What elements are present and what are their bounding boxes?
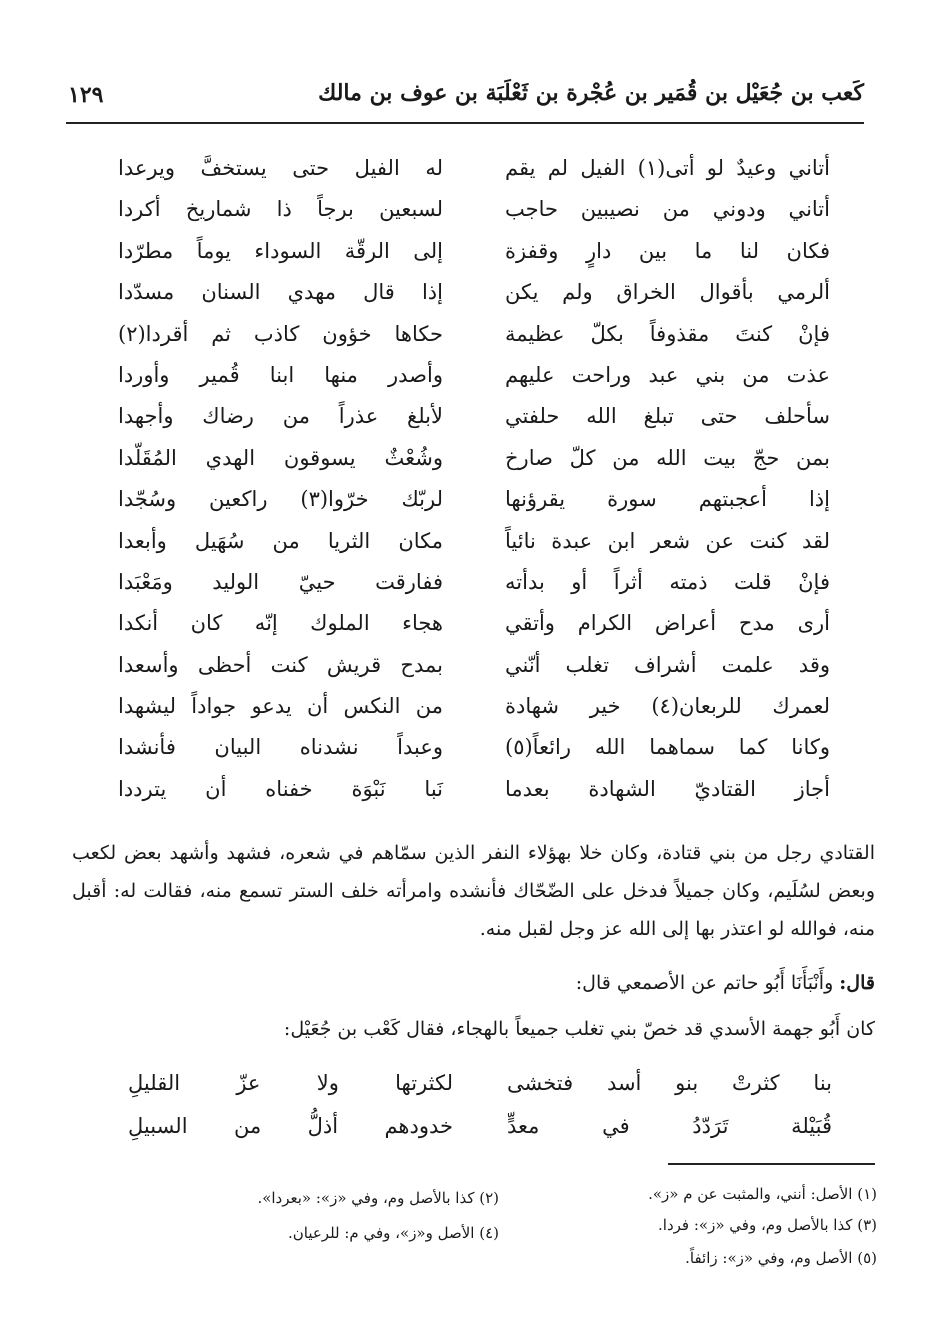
verse-second-hemistich: حكاها خؤون كاذب ثم أقردا(٢) (118, 321, 443, 346)
poem-verse (90, 189, 830, 230)
narration-paragraph (72, 964, 875, 1002)
poem-verse (90, 727, 830, 768)
verse-second-hemistich: ففارقت حييّ الوليد ومَعْبَدا (118, 569, 443, 594)
poem-verse (90, 148, 830, 189)
verse-first-hemistich: قُبَيْلة تَرَدّدُ في معدٍّ (507, 1114, 832, 1138)
narration-rest: وأَنْبَأَنَا أَبُو حاتم عن الأصمعي قال: (575, 972, 840, 994)
verse-second-hemistich: بمدح قريش كنت أحظى وأسعدا (118, 652, 443, 677)
narration-lead: قال: (839, 972, 875, 994)
verse-first-hemistich: أتاني ودوني من نصيبين حاجب (505, 197, 830, 222)
verse-first-hemistich: فإنْ كنتَ مقذوفاً بكلّ عظيمة (505, 321, 830, 346)
poem-verse (90, 603, 830, 644)
paragraph-text: القتادي رجل من بني قتادة، وكان خلا بهؤلاء النفر الذين سمّاهم في شعره، فشهد وأشهد بعض لكعب وبعض لسُلَيم، وكان جميلاً فدخل على الضّحّاك فأنشده وامرأته خلف الستر تسمع منه، فقالت له: أقبل منه، فوالله لو اعتذر بها إلى الله عز وجل لقبل منه. (72, 842, 875, 940)
poem-verse (90, 438, 830, 479)
footnote: (٤) الأصل و«ز»، وفي م: للرعيان. (287, 1224, 499, 1242)
verse-second-hemistich: لسبعين برجاً ذا شماريخ أكردا (118, 197, 443, 222)
poem-verse (90, 355, 830, 396)
intro-text: كان أَبُو جهمة الأسدي قد خصّ بني تغلب جميعاً بالهجاء، فقال كَعْب بن جُعَيْل: (283, 1018, 875, 1040)
poem (90, 148, 830, 810)
verse-second-hemistich: وعبداً نشدناه البيان فأنشدا (118, 735, 443, 760)
poem-verse (90, 314, 830, 355)
running-title: كَعب بن جُعَيْل بن قُمَير بن عُجْرة بن ثَعْلَبَة بن عوف بن مالك (318, 80, 864, 106)
verse-second-hemistich: لأبلغ عذراً من رضاك وأجهدا (118, 404, 443, 429)
footnote: (٣) كذا بالأصل وم، وفي «ز»: فردا. (658, 1216, 877, 1234)
footnote: (٢) كذا بالأصل وم، وفي «ز»: «بعردا». (257, 1189, 499, 1207)
poem-verse (120, 1062, 832, 1105)
verse-second-hemistich: لكثرتها ولا عزّ القليلِ (128, 1071, 453, 1095)
verse-second-hemistich: مكان الثريا من سُهَيل وأبعدا (118, 528, 443, 553)
verse-second-hemistich: من النكس أن يدعو جواداً ليشهدا (118, 694, 443, 719)
verse-second-hemistich: هجاء الملوك إنّه كان أنكدا (118, 611, 443, 636)
page-header (66, 78, 864, 124)
verse-first-hemistich: فإنْ قلت ذمته أثراً أو بدأته (505, 569, 830, 594)
verse-second-hemistich: إذا قال مهدي السنان مسدّدا (118, 280, 443, 305)
verse-first-hemistich: ألرمي بأقوال الخراق ولم يكن (505, 280, 830, 305)
verse-second-hemistich: خدودهم أذلُّ من السبيلِ (128, 1114, 453, 1138)
verse-first-hemistich: سأحلف حتى تبلغ الله حلفتي (505, 404, 830, 429)
footnote: (١) الأصل: أنني، والمثبت عن م «ز». (648, 1185, 877, 1203)
second-poem (120, 1062, 832, 1148)
verse-first-hemistich: أرى مدح أعراض الكرام وأتقي (505, 611, 830, 636)
verse-second-hemistich: وشُعْثٌ يسوقون الهدي المُقَلّدا (118, 445, 443, 470)
verse-second-hemistich: إلى الرقّة السوداء يوماً مطرّدا (118, 238, 443, 263)
verse-first-hemistich: بنا كثرتْ بنو أسد فتخشى (507, 1071, 832, 1095)
poem-verse (90, 521, 830, 562)
verse-second-hemistich: لربّك خرّوا(٣) راكعين وسُجّدا (118, 487, 443, 512)
footnote: (٥) الأصل وم، وفي «ز»: زائفاً. (685, 1249, 877, 1267)
verse-second-hemistich: له الفيل حتى يستخفَّ ويرعدا (118, 156, 443, 180)
poem-verse (90, 562, 830, 603)
intro-paragraph (72, 1010, 875, 1048)
verse-first-hemistich: عذت من بني عبد وراحت عليهم (505, 362, 830, 387)
poem-verse (90, 645, 830, 686)
verse-first-hemistich: أجاز القتاديّ الشهادة بعدما (505, 776, 830, 801)
verse-first-hemistich: إذا أعجبتهم سورة يقرؤنها (505, 487, 830, 512)
verse-first-hemistich: فكان لنا ما بين دارٍ وقفزة (505, 238, 830, 263)
verse-first-hemistich: لعمرك للربعان(٤) خير شهادة (505, 694, 831, 719)
poem-verse (120, 1105, 832, 1148)
verse-first-hemistich: وكانا كما سماهما الله رائعاً(٥) (505, 735, 830, 760)
poem-verse (90, 479, 830, 520)
poem-verse (90, 231, 830, 272)
narration-text (72, 964, 875, 1002)
verse-first-hemistich: لقد كنت عن شعر ابن عبدة نائياً (505, 528, 830, 553)
verse-first-hemistich: أتاني وعيدٌ لو أتى(١) الفيل لم يقم (505, 156, 830, 180)
poem-verse (90, 769, 830, 810)
verse-second-hemistich: وأصدر منها ابنا قُمير وأوردا (118, 362, 443, 387)
verse-first-hemistich: وقد علمت أشراف تغلب أنّني (505, 652, 830, 677)
verse-first-hemistich: بمن حجّ بيت الله من كلّ صارخ (505, 445, 830, 470)
poem-verse (90, 686, 830, 727)
poem-verse (90, 272, 830, 313)
poem-verse (90, 396, 830, 437)
prose-paragraph (72, 834, 875, 948)
verse-second-hemistich: نَبا نَبْوَة خفناه أن يترددا (118, 776, 443, 801)
footnote-divider (668, 1163, 875, 1165)
page-number: ١٢٩ (68, 82, 104, 108)
